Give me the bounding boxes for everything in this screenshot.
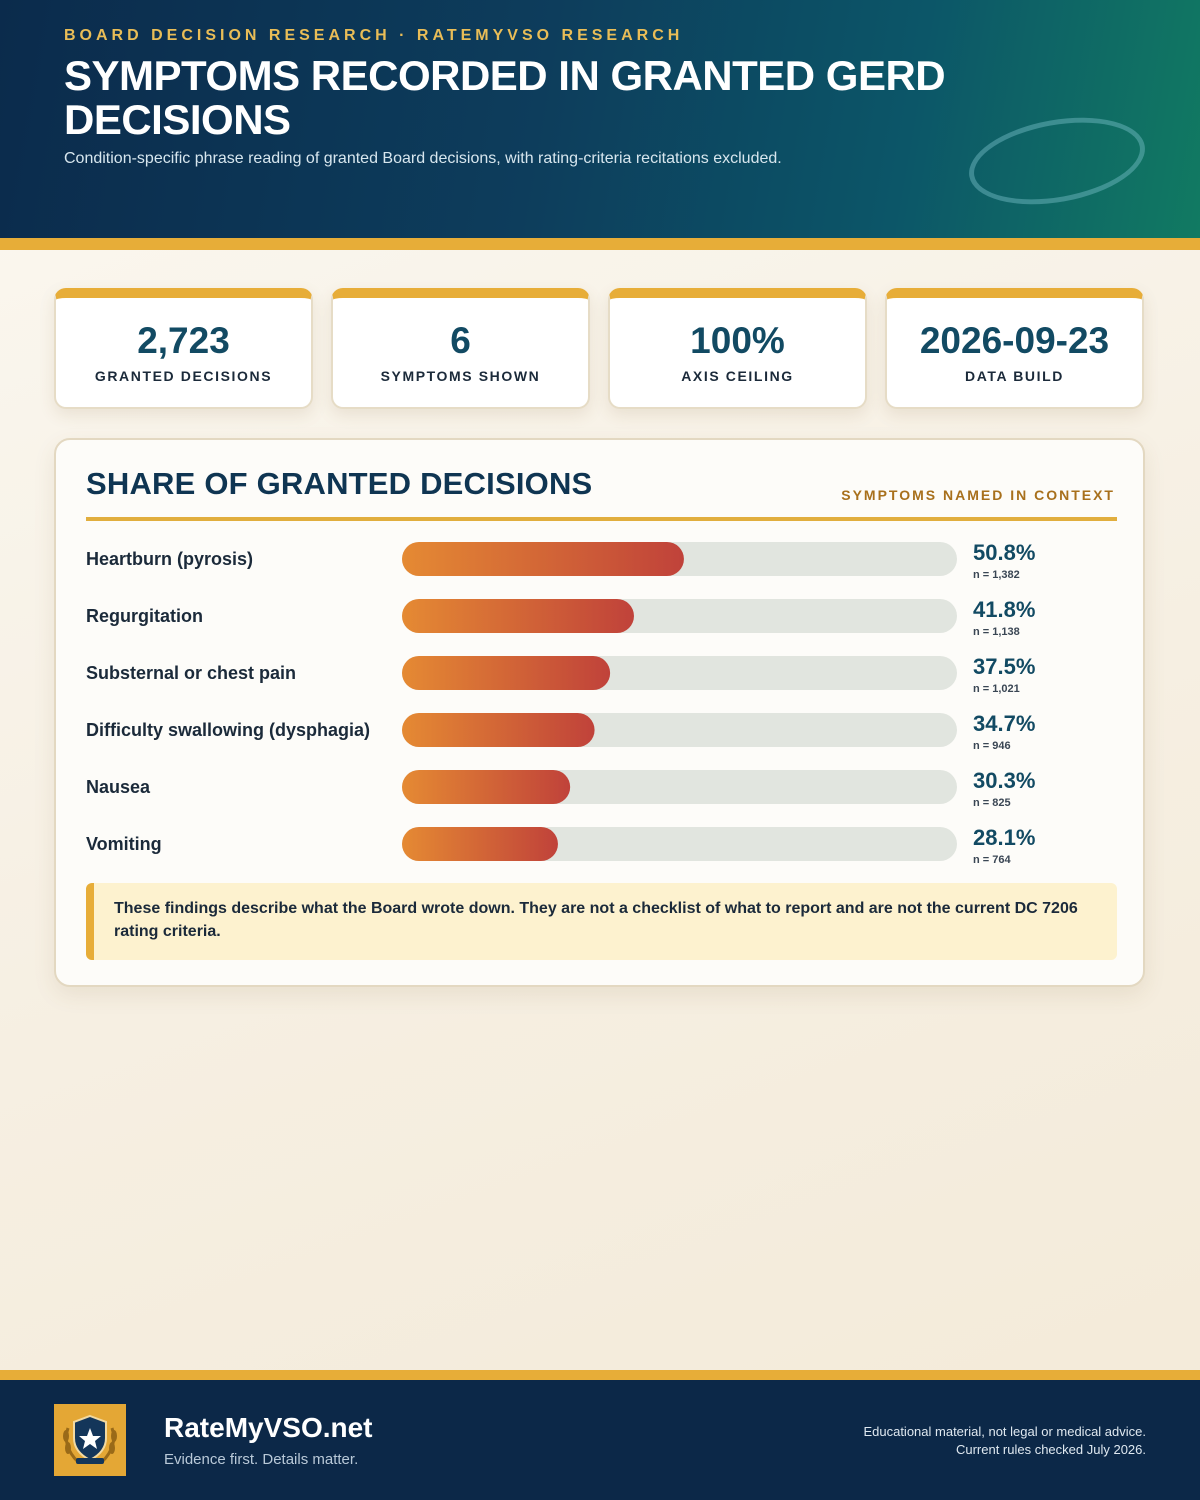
bar bbox=[402, 827, 558, 861]
stat-value: 6 bbox=[450, 320, 471, 361]
bar bbox=[402, 599, 634, 633]
bar bbox=[402, 770, 570, 804]
stat-label: AXIS CEILING bbox=[681, 368, 794, 384]
stat-card-data-build bbox=[885, 288, 1144, 409]
stat-value: 2026-09-23 bbox=[919, 320, 1110, 361]
chart-row bbox=[86, 597, 1035, 638]
stat-label: DATA BUILD bbox=[965, 368, 1064, 384]
header-banner bbox=[0, 0, 1200, 238]
stat-value: 2,723 bbox=[137, 320, 230, 361]
eyebrow: BOARD DECISION RESEARCH · RATEMYVSO RESEARCH bbox=[64, 27, 684, 44]
chart-panel bbox=[54, 438, 1145, 987]
category-label: Difficulty swallowing (dysphagia) bbox=[86, 720, 371, 740]
stat-card-granted-decisions bbox=[54, 288, 313, 409]
data-label: 28.1% bbox=[973, 825, 1036, 850]
brand-tagline: Evidence first. Details matter. bbox=[164, 1451, 359, 1468]
bar bbox=[402, 713, 595, 747]
data-label: 41.8% bbox=[973, 597, 1036, 622]
category-label: Vomiting bbox=[86, 834, 162, 854]
data-label: 30.3% bbox=[973, 768, 1036, 793]
brand-name: RateMyVSO.net bbox=[164, 1412, 373, 1443]
count-label: n = 1,382 bbox=[973, 569, 1020, 581]
chart-row bbox=[86, 540, 1035, 581]
disclaimer-line: Educational material, not legal or medical advice. bbox=[863, 1424, 1146, 1439]
stat-label: GRANTED DECISIONS bbox=[94, 368, 273, 384]
chart-row bbox=[86, 825, 1035, 866]
bar bbox=[402, 656, 610, 690]
bar-chart bbox=[56, 440, 1147, 880]
stat-value: 100% bbox=[690, 320, 785, 361]
page-subtitle: Condition-specific phrase reading of granted Board decisions, with rating-criteria recitations excluded. bbox=[64, 150, 782, 167]
chart-title: SHARE OF GRANTED DECISIONS bbox=[86, 466, 593, 501]
footer bbox=[0, 1380, 1200, 1500]
bar bbox=[402, 542, 684, 576]
header-accent-band bbox=[0, 238, 1200, 250]
chart-row bbox=[86, 654, 1035, 695]
data-label: 37.5% bbox=[973, 654, 1036, 679]
footer-disclaimer bbox=[863, 1423, 1146, 1459]
count-label: n = 764 bbox=[973, 854, 1011, 866]
category-label: Nausea bbox=[86, 777, 151, 797]
category-label: Heartburn (pyrosis) bbox=[86, 549, 254, 569]
count-label: n = 946 bbox=[973, 740, 1011, 752]
chart-tag: SYMPTOMS NAMED IN CONTEXT bbox=[841, 487, 1115, 503]
footer-accent-band bbox=[0, 1370, 1200, 1380]
category-label: Regurgitation bbox=[86, 606, 203, 626]
page-title: SYMPTOMS RECORDED IN GRANTED GERD DECISIONS bbox=[64, 52, 946, 143]
category-label: Substernal or chest pain bbox=[86, 663, 297, 683]
count-label: n = 825 bbox=[973, 797, 1011, 809]
data-label: 50.8% bbox=[973, 540, 1036, 565]
data-label: 34.7% bbox=[973, 711, 1036, 736]
count-label: n = 1,021 bbox=[973, 683, 1020, 695]
disclaimer-note: These findings describe what the Board wrote down. They are not a checklist of what to report and are not the current DC 7206 rating criteria. bbox=[86, 883, 1117, 960]
stat-label: SYMPTOMS SHOWN bbox=[380, 368, 541, 384]
stat-card-symptoms-shown bbox=[331, 288, 590, 409]
disclaimer-line: Current rules checked July 2026. bbox=[955, 1442, 1146, 1457]
count-label: n = 1,138 bbox=[973, 626, 1020, 638]
chart-row bbox=[86, 768, 1035, 809]
stat-card-axis-ceiling bbox=[608, 288, 867, 409]
shield-star-laurel-icon bbox=[54, 1404, 126, 1476]
chart-row bbox=[86, 711, 1035, 752]
